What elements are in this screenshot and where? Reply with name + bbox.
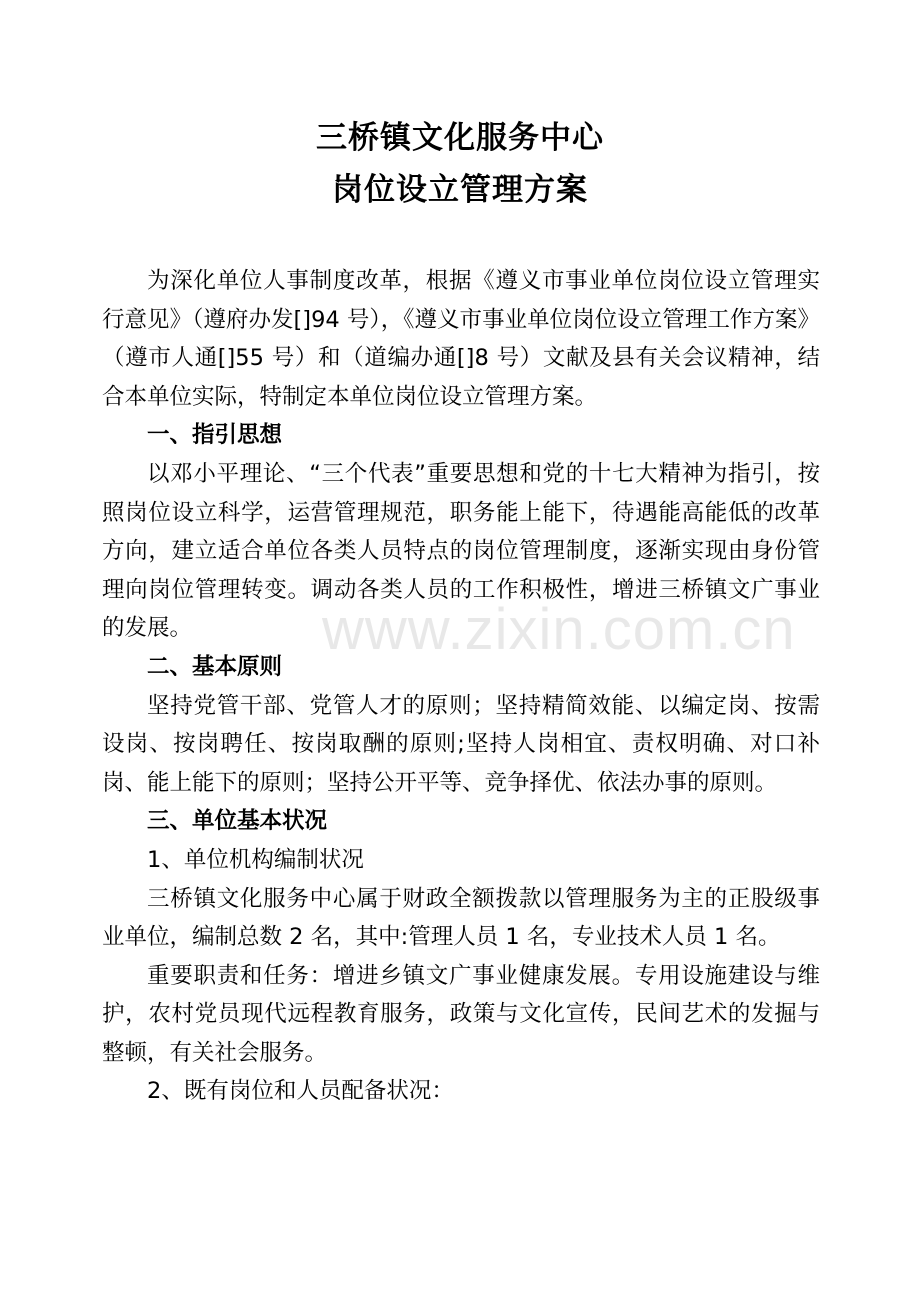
section-heading-basic-principles: 二、基本原则 (147, 653, 283, 680)
subheading-staffing: 1、单位机构编制状况 (147, 846, 364, 873)
section-heading-guiding-thought: 一、指引思想 (147, 422, 283, 449)
guiding-thought-paragraph: 以邓小平理论、“三个代表”重要思想和党的十七大精神为指引，按照岗位设立科学，运营管理规范，职务能上能下，待遇能高能低的改革方向，建立适合单位各类人员特点的岗位管理制度，逐渐实现由身份管理向岗位管理转变。调动各类人员的工作积极性，增进三桥镇文广事业的发展。 (102, 460, 820, 642)
intro-paragraph: 为深化单位人事制度改革，根据《遵义市事业单位岗位设立管理实行意见》（遵府办发[]94 号），《遵义市事业单位岗位设立管理工作方案》（遵市人通[]55 号）和（道编办通[]8 号）文献及县有关会议精神，结合本单位实际，特制定本单位岗位设立管理方案。 (102, 268, 820, 410)
document-title-line2: 岗位设立管理方案 (332, 172, 588, 208)
document-title-line1: 三桥镇文化服务中心 (316, 120, 604, 156)
watermark-text: www.zixin.com.cn (322, 597, 796, 662)
subheading-existing-posts: 2、既有岗位和人员配备状况： (147, 1078, 454, 1105)
duties-paragraph: 重要职责和任务：增进乡镇文广事业健康发展。专用设施建设与维护，农村党员现代远程教育服务，政策与文化宣传，民间艺术的发掘与整顿，有关社会服务。 (102, 962, 820, 1066)
document-body (102, 262, 820, 1111)
basic-principles-paragraph: 坚持党管干部、党管人才的原则；坚持精简效能、以编定岗、按需设岗、按岗聘任、按岗取酬的原则;坚持人岗相宜、责权明确、对口补岗、能上能下的原则；坚持公开平等、竞争择优、依法办事的原则。 (102, 692, 820, 796)
staffing-paragraph: 三桥镇文化服务中心属于财政全额拨款以管理服务为主的正股级事业单位，编制总数 2 名，其中:管理人员 1 名，专业技术人员 1 名。 (102, 885, 820, 951)
section-heading-unit-status: 三、单位基本状况 (147, 808, 328, 835)
